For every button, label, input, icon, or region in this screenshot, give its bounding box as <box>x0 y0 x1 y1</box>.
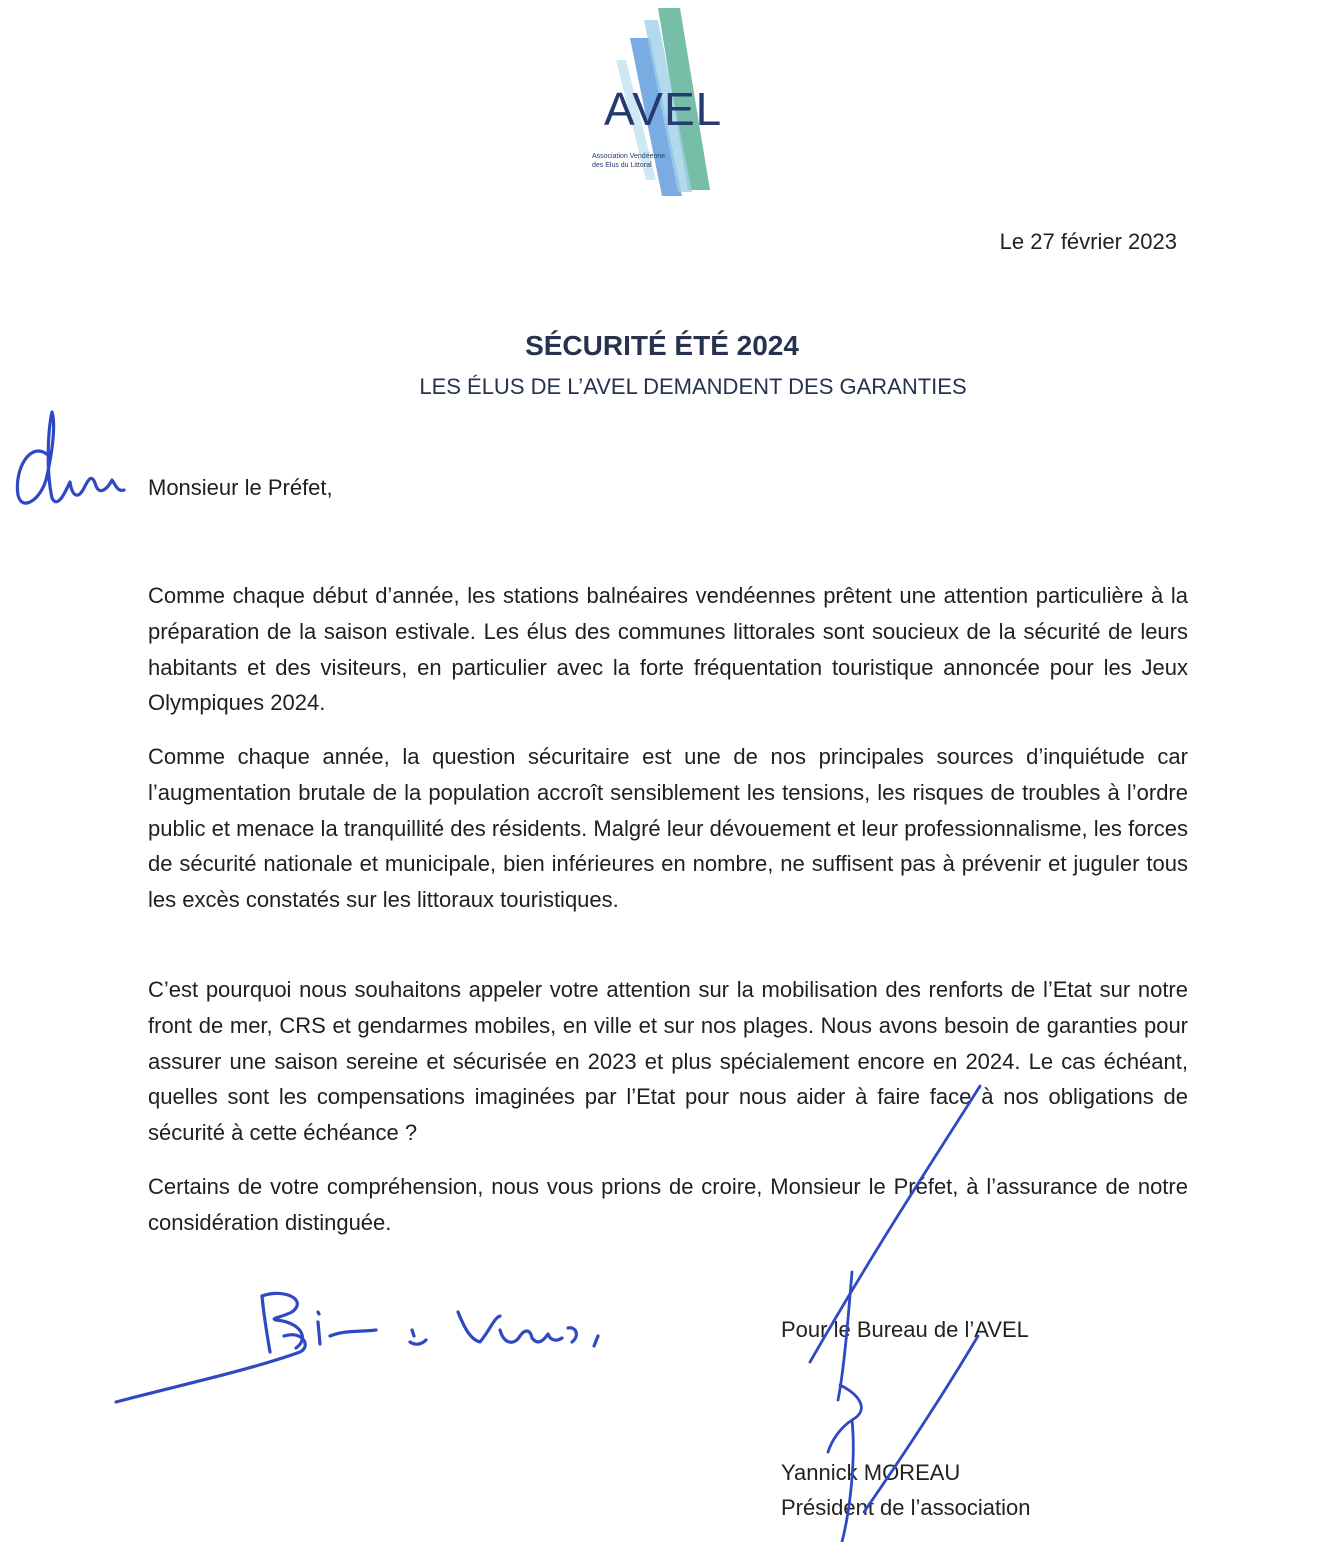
salutation: Monsieur le Préfet, <box>148 475 333 500</box>
logo-subtitle-line2: des Elus du Littoral <box>592 162 652 169</box>
signatory-name: Yannick MOREAU <box>781 1460 961 1485</box>
paragraph-2: Comme chaque année, la question sécuritaire est une de nos principales sources d’inquiétude car l’augmentation brutale de la population accroît sensiblement les tensions, les risques de troubles à l’ordre public et menace la tranquillité des résidents. Malgré leur dévouement et leur professionnalisme, les forces de sécurité nationale et municipale, bien inférieures en nombre, ne suffisent pas à prévenir et juguler tous les excès constatés sur les littoraux touristiques. <box>148 744 1188 913</box>
paragraph-4: Certains de votre compréhension, nous vous prions de croire, Monsieur le Préfet, à l’assurance de notre considération distinguée. <box>148 1174 1188 1235</box>
closing-on-behalf: Pour le Bureau de l’AVEL <box>781 1317 1029 1342</box>
handwritten-salutation-note <box>17 412 124 503</box>
logo-subtitle <box>592 152 665 170</box>
logo-subtitle-line1: Association Vendéenne <box>592 153 666 160</box>
letter-title: SÉCURITÉ ÉTÉ 2024 <box>525 330 799 361</box>
handwritten-closing-note <box>116 1293 598 1402</box>
logo-wordmark: AVEL <box>604 83 723 135</box>
letter-subtitle: LES ÉLUS DE L’AVEL DEMANDENT DES GARANTIES <box>419 374 967 399</box>
signatory-role: Président de l’association <box>781 1495 1031 1520</box>
avel-logo <box>580 0 760 200</box>
paragraph-3: C’est pourquoi nous souhaitons appeler votre attention sur la mobilisation des renforts de l’Etat sur notre front de mer, CRS et gendarmes mobiles, en ville et sur nos plages. Nous avons besoin de garanties pour assurer une saison sereine et sécurisée en 2023 et plus spécialement encore en 2024. Le cas échéant, quelles sont les compensations imaginées par l’Etat pour nous aider à faire face à nos obligations de sécurité à cette échéance ? <box>148 977 1188 1146</box>
letter-date: Le 27 février 2023 <box>999 229 1177 254</box>
paragraph-1: Comme chaque début d’année, les stations balnéaires vendéennes prêtent une attention particulière à la préparation de la saison estivale. Les élus des communes littorales sont soucieux de la sécurité de leurs habitants et des visiteurs, en particulier avec la forte fréquentation touristique annoncée pour les Jeux Olympiques 2024. <box>148 583 1188 716</box>
